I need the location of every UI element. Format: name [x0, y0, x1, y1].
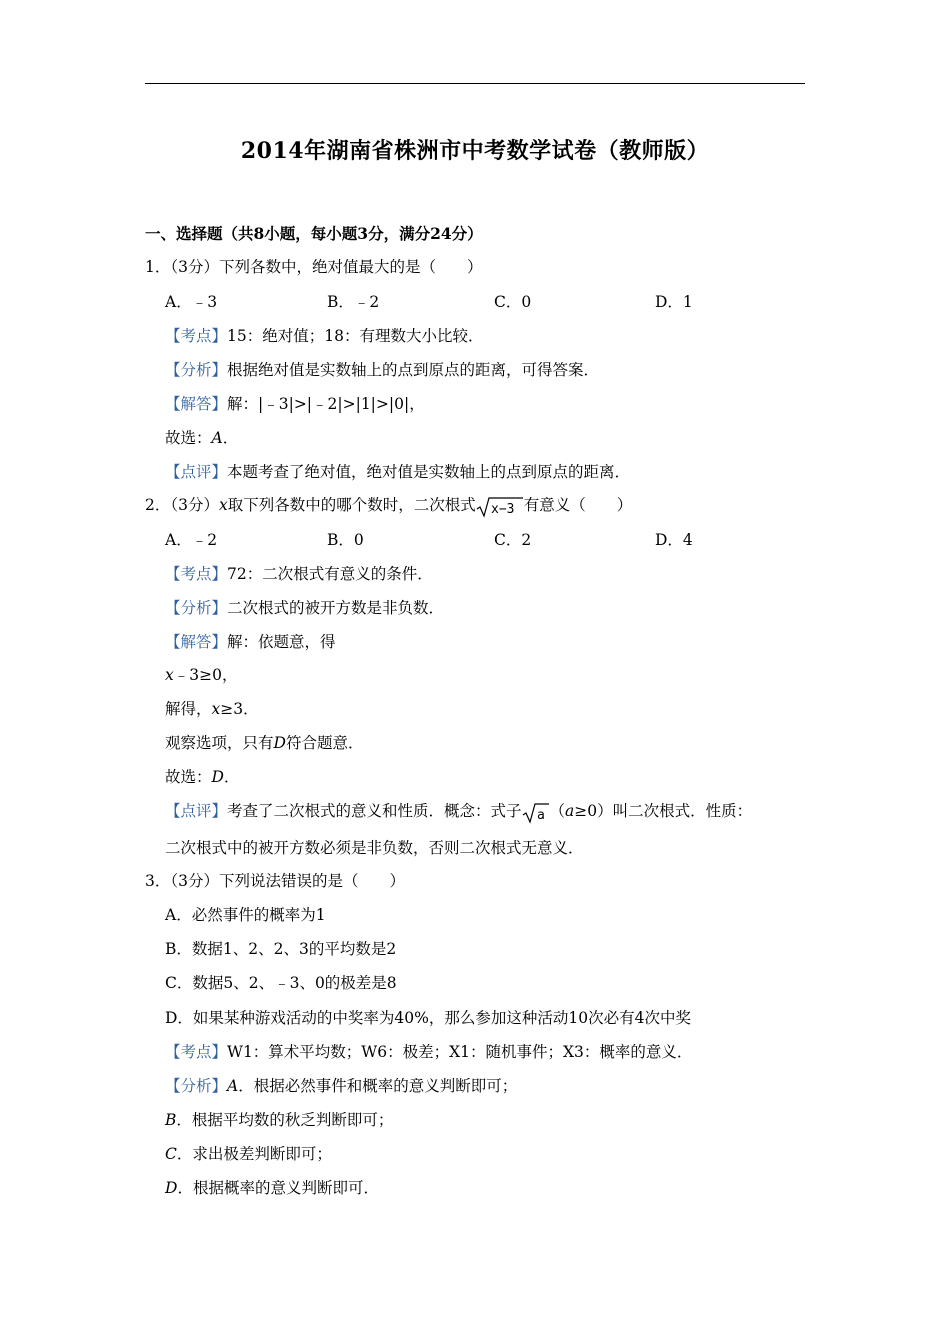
q2-dianping: 【点评】考查了二次根式的意义和性质．概念：式子 a （a≥0）叫二次根式．性质：: [165, 802, 753, 823]
kaodian-text: 15：绝对值；18：有理数大小比较．: [227, 327, 484, 345]
q1-answer: 故选：A．: [165, 429, 239, 447]
sqrt-expression: [476, 496, 524, 516]
header-rule: [145, 83, 805, 84]
kaodian-tag: 【考点】: [165, 327, 228, 345]
sqrt-a: [522, 802, 550, 822]
q3-stem: 3．（3分）下列说法错误的是（ ）: [145, 872, 405, 890]
q2-dianping-line2: 二次根式中的被开方数必须是非负数，否则二次根式无意义．: [165, 839, 584, 857]
q3-fenxi: 【分析】A．根据必然事件和概率的意义判断即可；: [165, 1077, 518, 1095]
q2-step3: 观察选项，只有D符合题意．: [165, 734, 364, 752]
fenxi-tag: 【分析】: [165, 361, 228, 379]
q3-fenxi-c: C．求出极差判断即可；: [165, 1145, 332, 1163]
q3-kaodian: 【考点】W1：算术平均数；W6：极差；X1：随机事件；X3：概率的意义．: [165, 1043, 693, 1061]
dianping-tag: 【点评】: [165, 802, 228, 820]
q1-jieda: [165, 394, 425, 414]
q3-option-a: A．必然事件的概率为1: [165, 906, 326, 924]
q3-option-b: B．数据1、2、2、3的平均数是2: [165, 940, 397, 958]
q1-option-c: C．0: [494, 293, 532, 311]
q2-step1: x﹣3≥0，: [165, 666, 238, 684]
q3-option-d: D．如果某种游戏活动的中奖率为40%，那么参加这种活动10次必有4次中奖: [165, 1009, 691, 1027]
q1-kaodian: [165, 326, 483, 346]
q2-jieda: 【解答】解：依题意，得: [165, 633, 336, 651]
q3-option-c: C．数据5、2、﹣3、0的极差是8: [165, 974, 397, 992]
q2-option-d: D．4: [655, 531, 693, 549]
q1-stem: 1．（3分）下列各数中，绝对值最大的是（ ）: [145, 258, 483, 276]
kaodian-tag: 【考点】: [165, 565, 228, 583]
jieda-tag: 【解答】: [165, 633, 228, 651]
dianping-text: 本题考查了绝对值，绝对值是实数轴上的点到原点的距离．: [227, 463, 631, 481]
dianping-tag: 【点评】: [165, 463, 228, 481]
fenxi-text: 根据绝对值是实数轴上的点到原点的距离，可得答案．: [227, 361, 600, 379]
q3-fenxi-b: B．根据平均数的秋乏判断即可；: [165, 1111, 394, 1129]
q2-kaodian: 【考点】72：二次根式有意义的条件．: [165, 565, 433, 583]
page-title: 2014年湖南省株洲市中考数学试卷（教师版）: [240, 138, 710, 164]
kaodian-tag: 【考点】: [165, 1043, 228, 1061]
q1-option-d: D．1: [655, 293, 693, 311]
q2-step2: 解得，x≥3．: [165, 700, 259, 718]
q1-dianping: [165, 462, 630, 482]
fenxi-tag: 【分析】: [165, 1077, 228, 1095]
q3-fenxi-d: D．根据概率的意义判断即可．: [165, 1179, 379, 1197]
section-heading: 一、选择题（共8小题，每小题3分，满分24分）: [145, 224, 483, 243]
radicand-a: a: [536, 808, 545, 823]
q2-stem: 2．（3分）x取下列各数中的哪个数时，二次根式 x−3 有意义（ ）: [145, 496, 633, 517]
q2-option-b: B．0: [327, 531, 364, 549]
jieda-tag: 【解答】: [165, 395, 228, 413]
fenxi-tag: 【分析】: [165, 599, 228, 617]
radicand-text: x−3: [490, 502, 515, 517]
q2-fenxi: 【分析】二次根式的被开方数是非负数．: [165, 599, 445, 617]
q1-option-b: B．﹣2: [327, 293, 380, 311]
answer-letter: A: [211, 429, 223, 447]
jieda-text: 解：|﹣3|>|﹣2|>|1|>|0|，: [227, 395, 425, 413]
answer-letter: D: [211, 768, 224, 786]
q2-option-a: A．﹣2: [165, 531, 218, 549]
q1-fenxi: [165, 360, 599, 380]
q2-answer: 故选：D．: [165, 768, 240, 786]
q1-option-a: A．﹣3: [165, 293, 218, 311]
q2-option-c: C．2: [494, 531, 532, 549]
